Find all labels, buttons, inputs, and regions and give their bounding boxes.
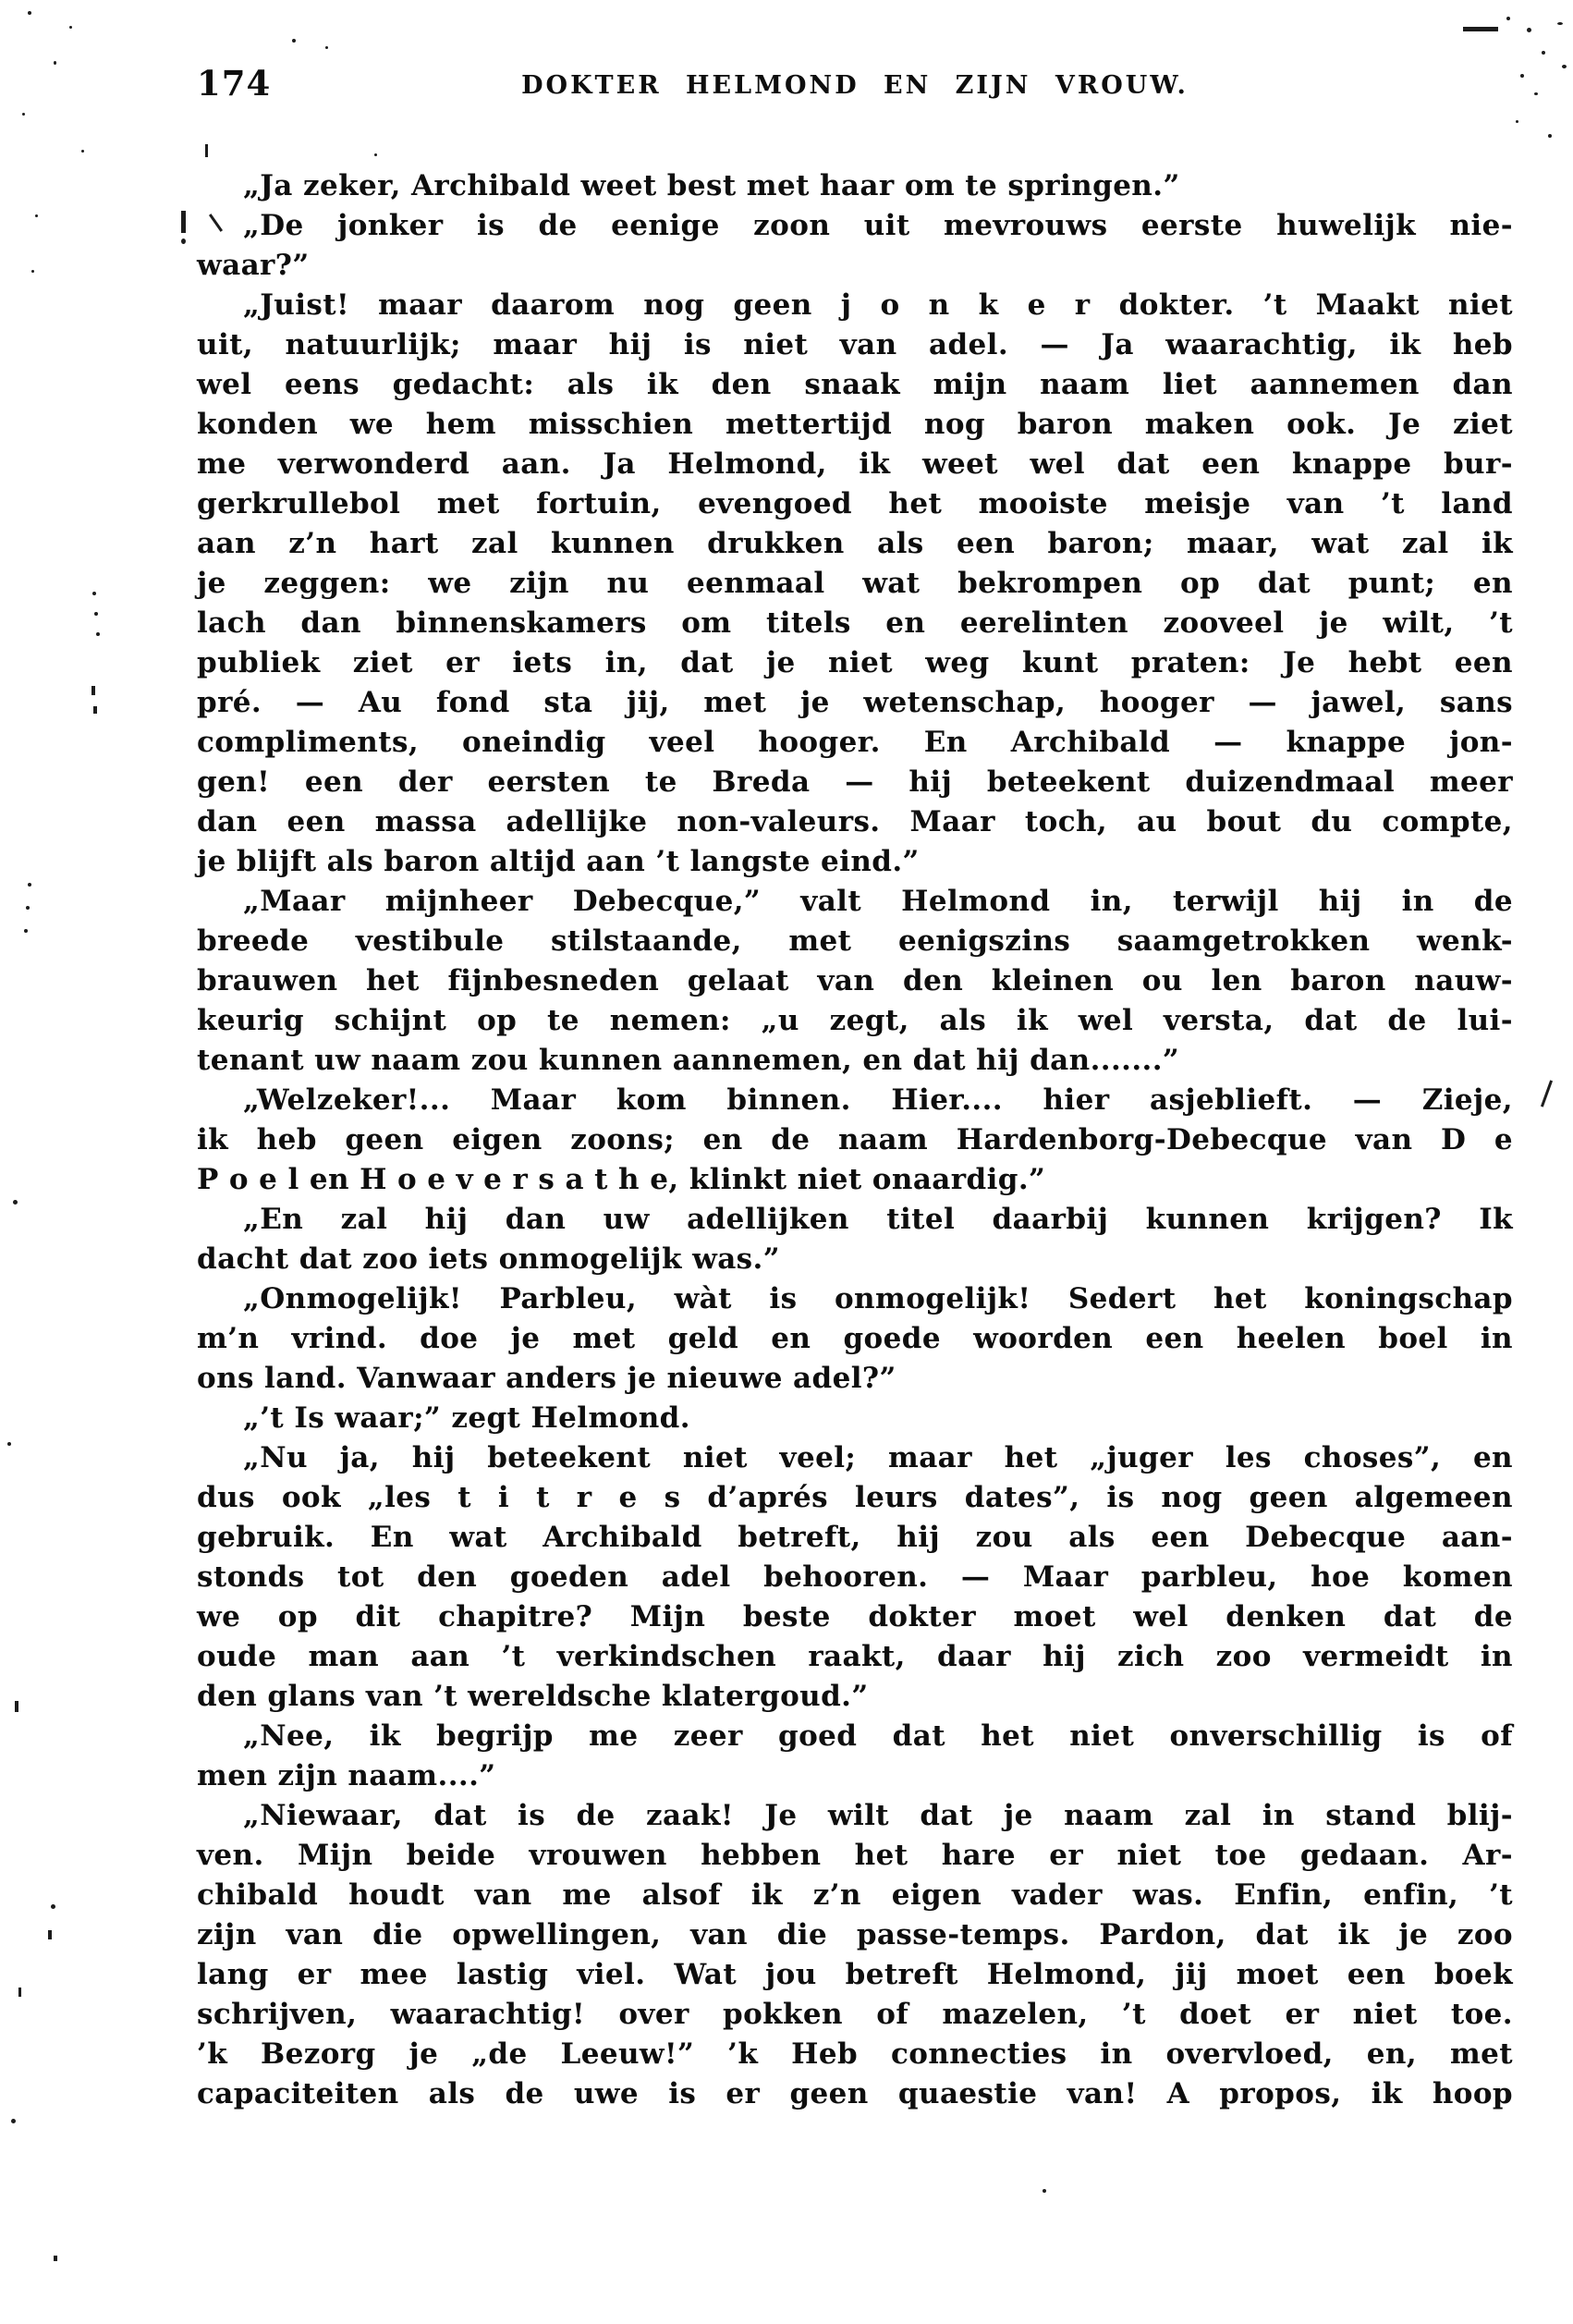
text-line: „Nee, ik begrijp me zeer goed dat het niet onverschillig is of <box>243 1719 1513 1753</box>
scan-speck <box>15 1701 18 1712</box>
scan-speck <box>181 211 186 233</box>
scan-speck <box>28 883 31 887</box>
scan-speck <box>96 632 100 636</box>
scan-speck <box>28 11 31 15</box>
text-line: schrijven, waarachtig! over pokken of mazelen, ’t doet er niet toe. <box>197 1998 1513 2031</box>
text-line: tenant uw naam zou kunnen aannemen, en dat hij dan.......” <box>197 1044 1180 1077</box>
text-line: „De jonker is de eenige zoon uit mevrouws eerste huwelijk nie- <box>243 209 1513 242</box>
scan-speck <box>1527 28 1531 32</box>
scan-speck <box>1463 27 1498 31</box>
text-line: dacht dat zoo iets onmogelijk was.” <box>197 1242 780 1276</box>
text-line: konden we hem misschien mettertijd nog baron maken ook. Je ziet <box>197 408 1513 441</box>
body-text-column <box>197 166 1513 2114</box>
text-line: zijn van die opwellingen, van die passe-temps. Pardon, dat ik je zoo <box>197 1918 1513 1951</box>
text-line: dus ook „les t i t r e s d’aprés leurs dates”, is nog geen algemeen <box>197 1481 1513 1514</box>
scan-speck <box>1516 120 1518 123</box>
scan-speck <box>7 1442 11 1446</box>
scan-speck <box>325 46 328 49</box>
text-line: „Niewaar, dat is de zaak! Je wilt dat je naam zal in stand blij- <box>243 1799 1513 1832</box>
text-line: brauwen het fijnbesneden gelaat van den kleinen ou len baron nauw- <box>197 964 1513 997</box>
text-line: „’t Is waar;” zegt Helmond. <box>243 1401 690 1435</box>
scan-speck <box>1548 134 1552 138</box>
scan-speck <box>51 1904 55 1909</box>
text-line: dan een massa adellijke non-valeurs. Maar toch, au bout du compte, <box>197 805 1513 838</box>
scan-speck <box>11 2119 16 2123</box>
running-title: DOKTER HELMOND EN ZIJN VROUW. <box>521 71 1189 100</box>
scan-speck <box>1541 1080 1553 1107</box>
text-line: „Welzeker!... Maar kom binnen. Hier.... hier asjeblieft. — Zieje, <box>243 1083 1513 1117</box>
text-line: P o e l en H o e v e r s a t h e, klinkt niet onaardig.” <box>197 1163 1046 1196</box>
text-line: me verwonderd aan. Ja Helmond, ik weet wel dat een knappe bur- <box>197 447 1513 481</box>
scan-speck <box>92 592 96 595</box>
text-line: compliments, oneindig veel hooger. En Archibald — knappe jon- <box>197 726 1513 759</box>
text-line: wel eens gedacht: als ik den snaak mijn naam liet aannemen dan <box>197 368 1513 401</box>
text-line: capaciteiten als de uwe is er geen quaestie van! A propos, ik hoop <box>197 2077 1513 2110</box>
text-line: „Juist! maar daarom nog geen j o n k e r dokter. ’t Maakt niet <box>243 288 1513 322</box>
text-line: ’k Bezorg je „de Leeuw!” ’k Heb connecties in overvloed, en, met <box>197 2037 1513 2071</box>
text-line: gebruik. En wat Archibald betreft, hij zou als een Debecque aan- <box>197 1521 1513 1554</box>
text-line: breede vestibule stilstaande, met eenigszins saamgetrokken wenk- <box>197 924 1513 958</box>
scan-speck <box>18 1988 21 1997</box>
text-line: oude man aan ’t verkindschen raakt, daar hij zich zoo vermeidt in <box>197 1640 1513 1673</box>
text-line: m’n vrind. doe je met geld en goede woorden een heelen boel in <box>197 1322 1513 1355</box>
text-line: gerkrullebol met fortuin, evengoed het mooiste meisje van ’t land <box>197 487 1513 520</box>
text-line: ons land. Vanwaar anders je nieuwe adel?” <box>197 1362 896 1395</box>
scan-speck <box>22 113 25 116</box>
scan-speck <box>1506 17 1510 20</box>
text-line: „Ja zeker, Archibald weet best met haar om te springen.” <box>243 169 1180 202</box>
text-line: publiek ziet er iets in, dat je niet weg kunt praten: Je hebt een <box>197 646 1513 679</box>
text-line: chibald houdt van me alsof ik z’n eigen vader was. Enfin, enfin, ’t <box>197 1878 1513 1912</box>
text-line: men zijn naam....” <box>197 1759 496 1792</box>
scan-speck <box>69 26 72 29</box>
text-line: keurig schijnt op te nemen: „u zegt, als ik wel versta, dat de lui- <box>197 1004 1513 1037</box>
scan-speck <box>94 612 98 616</box>
scan-speck <box>1557 22 1563 25</box>
text-line: we op dit chapitre? Mijn beste dokter moet wel denken dat de <box>197 1600 1513 1633</box>
scan-speck <box>1043 2189 1046 2193</box>
scan-speck <box>91 686 95 695</box>
scan-speck <box>24 929 28 933</box>
scan-speck <box>81 150 84 153</box>
scan-speck <box>48 1930 52 1939</box>
text-line: „Maar mijnheer Debecque,” valt Helmond in, terwijl hij in de <box>243 885 1513 918</box>
text-line: stonds tot den goeden adel behooren. — Maar parbleu, hoe komen <box>197 1560 1513 1594</box>
text-line: „Onmogelijk! Parbleu, wàt is onmogelijk! Sedert het koningschap <box>243 1282 1513 1315</box>
scan-speck <box>1562 65 1567 68</box>
text-line: den glans van ’t wereldsche klatergoud.” <box>197 1680 869 1713</box>
scan-speck <box>205 144 208 157</box>
text-line: ik heb geen eigen zoons; en de naam Hardenborg-Debecque van D e <box>197 1123 1513 1156</box>
text-line: lach dan binnenskamers om titels en eerelinten zooveel je wilt, ’t <box>197 606 1513 640</box>
scan-speck <box>54 61 56 65</box>
scan-speck <box>181 239 186 244</box>
scan-speck <box>13 1200 18 1205</box>
text-line: waar?” <box>197 249 310 282</box>
text-line: ven. Mijn beide vrouwen hebben het hare er niet toe gedaan. Ar- <box>197 1839 1513 1872</box>
scan-speck <box>26 906 30 910</box>
text-line: „En zal hij dan uw adellijken titel daarbij kunnen krijgen? Ik <box>243 1203 1513 1236</box>
text-line: uit, natuurlijk; maar hij is niet van adel. — Ja waarachtig, ik heb <box>197 328 1513 361</box>
page-header <box>197 0 1513 120</box>
text-line: aan z’n hart zal kunnen drukken als een baron; maar, wat zal ik <box>197 527 1513 560</box>
scan-speck <box>292 39 296 43</box>
text-line: „Nu ja, hij beteekent niet veel; maar het „juger les choses”, en <box>243 1441 1513 1474</box>
scan-speck <box>1534 92 1538 95</box>
scan-speck <box>374 153 377 156</box>
page-number: 174 <box>197 63 272 104</box>
text-line: lang er mee lastig viel. Wat jou betreft Helmond, jij moet een boek <box>197 1958 1513 1991</box>
scan-speck <box>54 2256 57 2261</box>
scan-speck <box>35 214 38 217</box>
scan-speck <box>93 706 97 714</box>
scan-speck <box>31 270 34 273</box>
text-line: gen! een der eersten te Breda — hij beteekent duizendmaal meer <box>197 765 1513 799</box>
scan-speck <box>1542 51 1545 55</box>
text-line: je zeggen: we zijn nu eenmaal wat bekrompen op dat punt; en <box>197 567 1513 600</box>
text-line: je blijft als baron altijd aan ’t langste eind.” <box>197 845 920 878</box>
scan-speck <box>1520 74 1524 78</box>
text-line: pré. — Au fond sta jij, met je wetenschap, hooger — jawel, sans <box>197 686 1513 719</box>
